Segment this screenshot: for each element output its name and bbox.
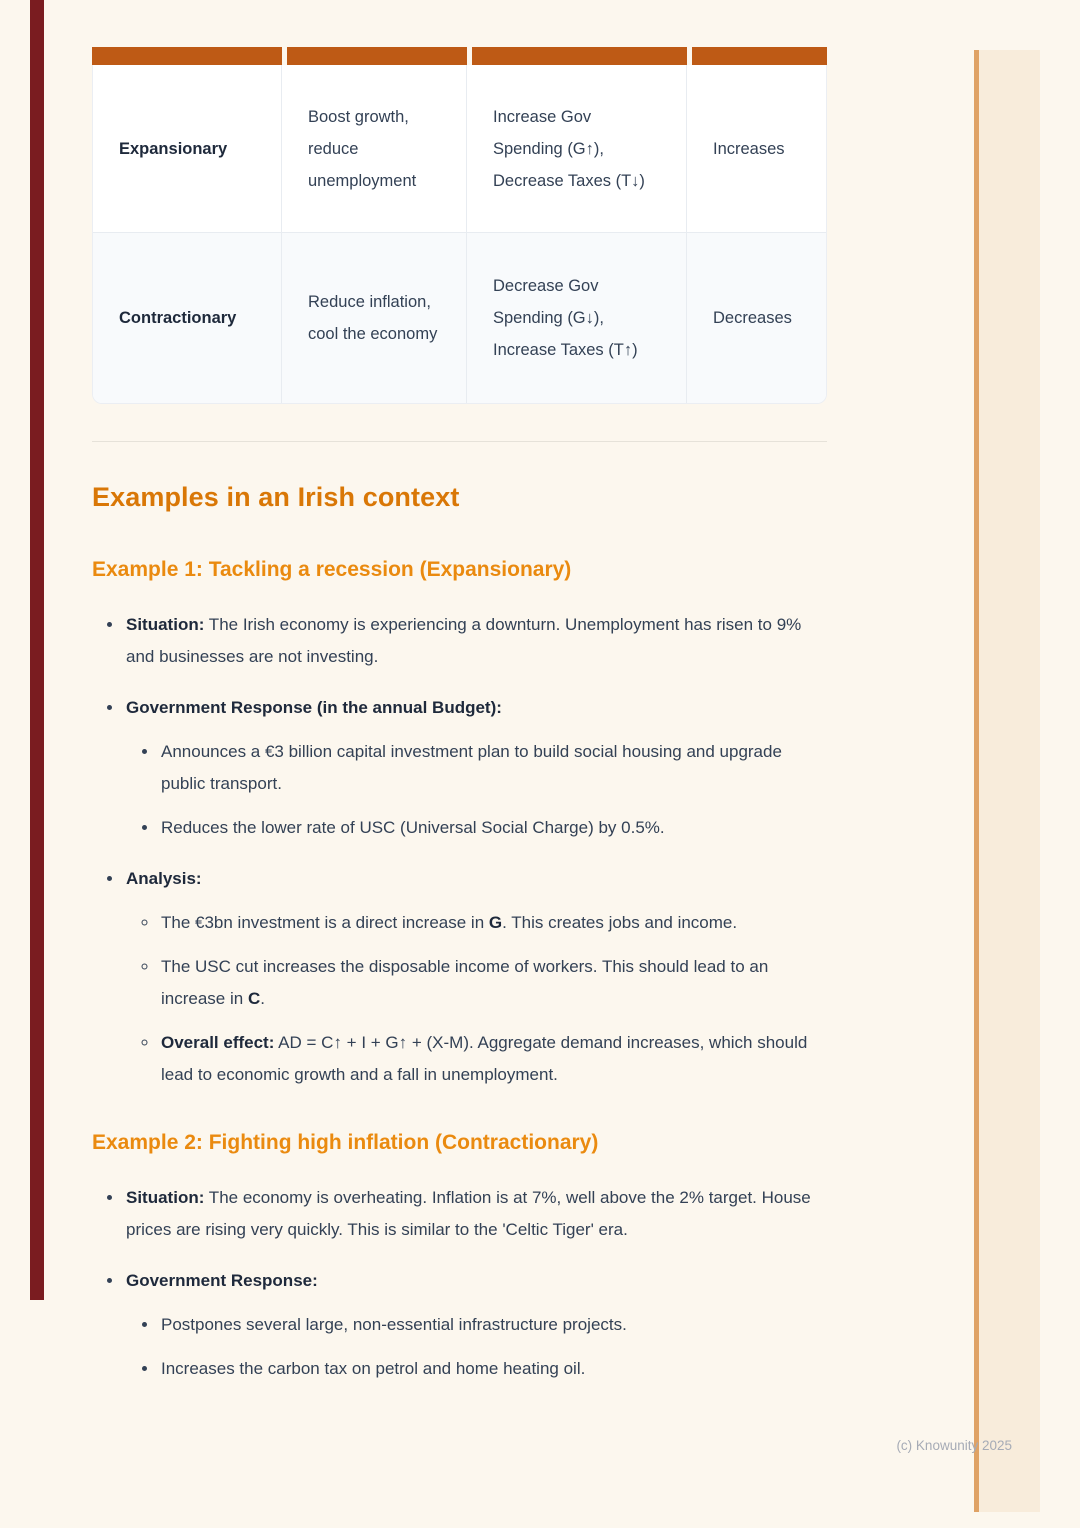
gov-response-sublist — [126, 736, 827, 844]
table-header-row — [92, 47, 827, 65]
cell-policy-name: Contractionary — [93, 233, 282, 403]
analysis-bold: C — [247, 989, 261, 1008]
table-header-bar — [92, 47, 282, 65]
cell-policy-tools: Increase Gov Spending (G↑), Decrease Taxes (T↓) — [467, 65, 687, 232]
right-margin-line — [974, 50, 979, 1512]
situation-label: Situation: — [126, 1188, 205, 1207]
section-divider — [92, 441, 827, 442]
gov-response-label: Government Response (in the annual Budget): — [126, 698, 502, 717]
list-item-gov-response — [124, 1265, 827, 1385]
example2-heading: Example 2: Fighting high inflation (Contractionary) — [92, 1131, 599, 1154]
list-item: • Announces a €3 billion capital investment plan to build social housing and upgrade public transport. — [159, 736, 827, 800]
list-item: • Postpones several large, non-essential infrastructure projects. — [159, 1309, 827, 1341]
cell-policy-goal: Reduce inflation, cool the economy — [282, 233, 467, 403]
list-item-situation — [124, 1182, 827, 1246]
situation-label: Situation: — [126, 615, 205, 634]
cell-policy-name: Expansionary — [93, 65, 282, 232]
analysis-text: . — [260, 989, 265, 1008]
list-item: • Increases the carbon tax on petrol and home heating oil. — [159, 1353, 827, 1385]
example1-heading: Example 1: Tackling a recession (Expansionary) — [92, 558, 572, 581]
gov-response-label: Government Response: — [126, 1271, 318, 1290]
cell-policy-effect: Increases — [713, 139, 785, 158]
example2-list — [92, 1182, 827, 1385]
left-edge-bar — [30, 0, 44, 1300]
list-item-situation — [124, 609, 827, 673]
cell-policy-tools: Decrease Gov Spending (G↓), Increase Taxes (T↑) — [467, 233, 687, 403]
analysis-bold: G — [488, 913, 503, 932]
list-item — [159, 951, 827, 1015]
situation-text: The economy is overheating. Inflation is at 7%, well above the 2% target. House prices are rising very quickly. This is similar to the 'Celtic Tiger' era. — [126, 1188, 811, 1239]
table-body — [92, 65, 827, 404]
analysis-text: The USC cut increases the disposable income of workers. This should lead to an increase in — [161, 957, 769, 1008]
cell-policy-effect: Decreases — [713, 309, 792, 327]
table-header-bar — [282, 47, 467, 65]
analysis-text: . This creates jobs and income. — [502, 913, 738, 932]
list-item — [159, 1027, 827, 1091]
example1-list — [92, 609, 827, 1091]
analysis-label: Analysis: — [126, 869, 202, 888]
situation-text: The Irish economy is experiencing a downturn. Unemployment has risen to 9% and businesses are not investing. — [126, 615, 802, 666]
table-header-bar — [467, 47, 687, 65]
list-item — [159, 907, 827, 939]
table-row-expansionary — [93, 65, 826, 232]
analysis-bold: Overall effect: — [161, 1033, 275, 1052]
table-row-contractionary — [93, 232, 826, 403]
list-item-gov-response — [124, 692, 827, 844]
copyright-footer: (c) Knowunity 2025 — [896, 1438, 1012, 1453]
analysis-sublist — [126, 907, 827, 1091]
table-header-bar — [687, 47, 827, 65]
document-content — [92, 47, 827, 1385]
cell-policy-goal: Boost growth, reduce unemployment — [282, 65, 467, 232]
gov-response-sublist — [126, 1309, 827, 1385]
fiscal-policy-table — [92, 47, 827, 404]
list-item-analysis — [124, 863, 827, 1091]
section-title: Examples in an Irish context — [92, 482, 460, 512]
analysis-text: AD = C↑ + I + G↑ + (X-M). Aggregate demand increases, which should lead to economic growth and a fall in unemployment. — [161, 1033, 808, 1084]
list-item: • Reduces the lower rate of USC (Universal Social Charge) by 0.5%. — [159, 812, 827, 844]
analysis-text: The €3bn investment is a direct increase in — [161, 913, 489, 932]
right-margin-strip — [979, 50, 1040, 1512]
